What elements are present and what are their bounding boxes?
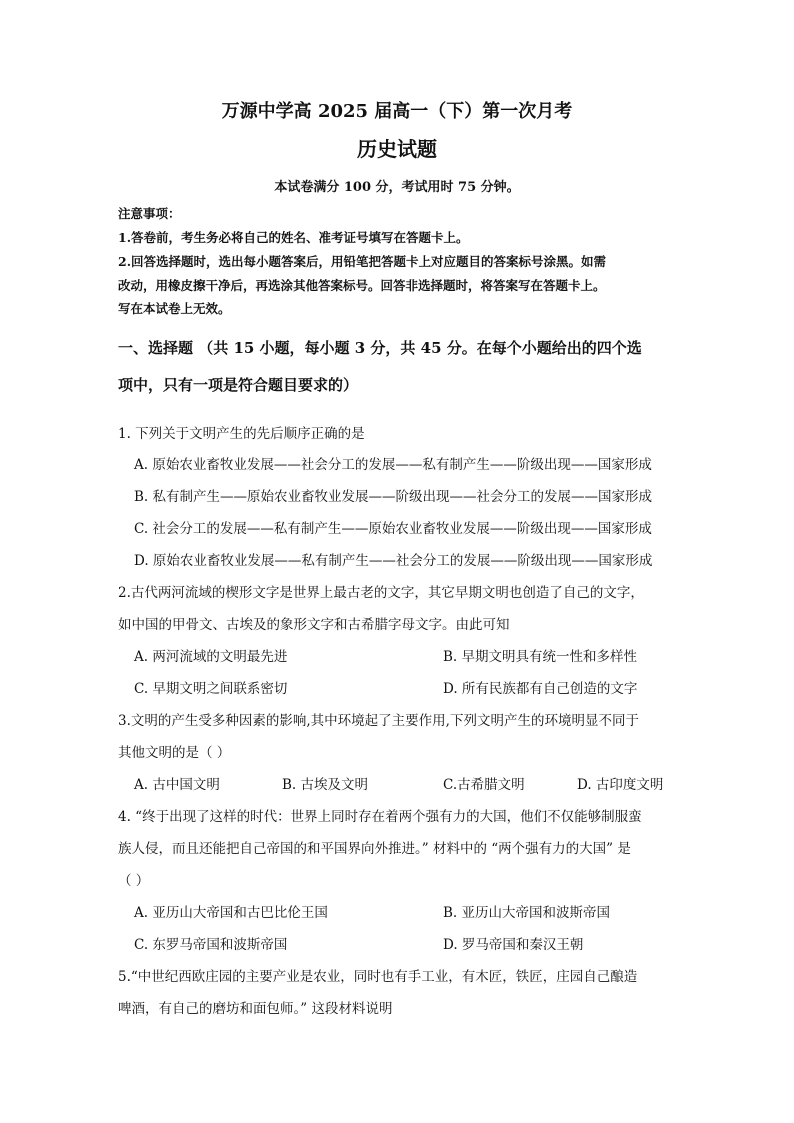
notice-line: 写在本试卷上无效。	[118, 301, 231, 316]
score-info: 本试卷满分 100 分，考试用时 75 分钟。	[274, 180, 520, 195]
question-3-option-c: C.古希腊文明	[443, 777, 525, 793]
question-4-option-d: D. 罗马帝国和秦汉王朝	[443, 937, 584, 953]
question-1-option-c: C. 社会分工的发展——私有制产生——原始农业畜牧业发展——阶级出现——国家形成	[134, 521, 652, 537]
question-1-option-d: D. 原始农业畜牧业发展——私有制产生——社会分工的发展——阶级出现——国家形成	[134, 553, 653, 569]
notice-line: 改动，用橡皮擦干净后，再选涂其他答案标号。回答非选择题时，将答案写在答题卡上。	[118, 278, 606, 293]
section-heading-cont: 项中，只有一项是符合题目要求的）	[118, 376, 359, 394]
question-3-stem-cont: 其他文明的是（ ）	[118, 745, 231, 761]
question-4-option-a: A. 亚历山大帝国和古巴比伦王国	[134, 905, 328, 921]
notice-line: 1.答卷前，考生务必将自己的姓名、准考证号填写在答题卡上。	[118, 230, 469, 245]
question-1-option-a: A. 原始农业畜牧业发展——社会分工的发展——私有制产生——阶级出现——国家形成	[134, 457, 652, 473]
question-2-stem: 2.古代两河流域的楔形文字是世界上最古老的文字，其它早期文明也创造了自己的文字，	[118, 585, 644, 601]
question-4-stem: 4. “终于出现了这样的时代：世界上同时存在着两个强有力的大国，他们不仅能够制服蛮	[118, 809, 642, 825]
question-2-option-d: D. 所有民族都有自己创造的文字	[443, 681, 638, 697]
question-2-option-c: C. 早期文明之间联系密切	[134, 681, 288, 697]
exam-title: 万源中学高 2025 届高一（下）第一次月考	[221, 101, 573, 122]
question-3-option-d: D. 古印度文明	[577, 777, 664, 793]
question-2-option-b: B. 早期文明具有统一性和多样性	[443, 649, 638, 665]
section-heading: 一、选择题 （共 15 小题，每小题 3 分，共 45 分。在每个小题给出的四个选	[118, 339, 642, 357]
question-3-option-a: A. 古中国文明	[134, 777, 220, 793]
question-5-stem: 5.“中世纪西欧庄园的主要产业是农业，同时也有手工业，有木匠，铁匠，庄园自己酿造	[118, 969, 638, 985]
question-4-answer-blank: （ ）	[118, 873, 150, 889]
question-4-option-b: B. 亚历山大帝国和波斯帝国	[443, 905, 611, 921]
question-1-stem: 1. 下列关于文明产生的先后顺序正确的是	[118, 426, 365, 442]
question-3-option-b: B. 古埃及文明	[282, 777, 369, 793]
question-4-option-c: C. 东罗马帝国和波斯帝国	[134, 937, 288, 953]
question-2-stem-cont: 如中国的甲骨文、古埃及的象形文字和古希腊字母文字。由此可知	[118, 617, 510, 633]
notice-heading: 注意事项：	[118, 206, 181, 221]
notice-line: 2.回答选择题时，选出每小题答案后，用铅笔把答题卡上对应题目的答案标号涂黑。如需	[118, 254, 607, 269]
question-1-option-b: B. 私有制产生——原始农业畜牧业发展——阶级出现——社会分工的发展——国家形成	[134, 489, 653, 505]
question-4-stem-cont: 族人侵，而且还能把自己帝国的和平国界向外推进。” 材料中的 “两个强有力的大国” 是	[118, 841, 631, 857]
question-3-stem: 3.文明的产生受多种因素的影响,其中环境起了主要作用,下列文明产生的环境明显不同于	[118, 713, 639, 729]
question-2-option-a: A. 两河流域的文明最先进	[134, 649, 288, 665]
question-5-stem-cont: 啤酒，有自己的磨坊和面包师。” 这段材料说明	[118, 1001, 393, 1017]
subject-title: 历史试题	[357, 137, 437, 161]
